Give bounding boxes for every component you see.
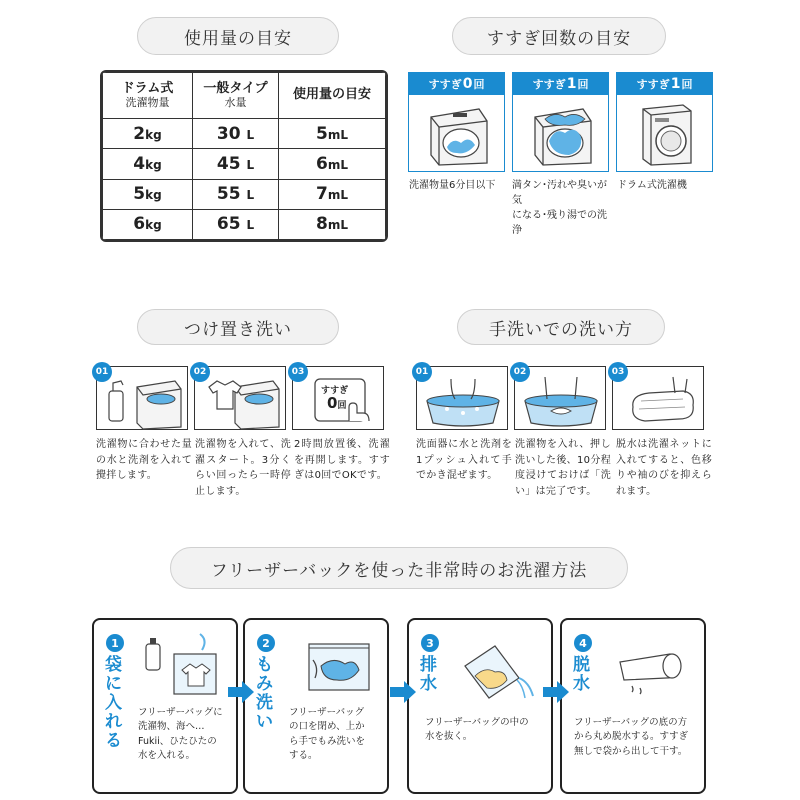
table-cell: 5mL (279, 119, 386, 149)
table-cell: 30 L (193, 119, 279, 149)
hand-step-2 (514, 366, 606, 430)
hand-step-text: 脱水は洗濯ネットに入れてすると、色移りや袖のびを抑えられます。 (616, 439, 712, 497)
table-cell: 6mL (279, 149, 386, 179)
bag-knead-icon (293, 630, 383, 696)
freezer-step-number: 1 (106, 634, 124, 652)
rinse-card-header: すすぎ 1 回 (617, 73, 712, 95)
table-header: 一般タイプ 水量 (193, 73, 279, 119)
freezer-step-1 (92, 618, 238, 794)
arrow-right-icon (543, 681, 569, 703)
arrow-right-icon (390, 681, 416, 703)
table-cell: 5kg (103, 179, 193, 209)
table-cell: 2kg (103, 119, 193, 149)
soak-step-text: 洗濯物を入れて、洗濯スタート。3分くらい回ったら一時停止します。 (195, 439, 291, 497)
table-row (103, 209, 386, 239)
freezer-step-number: 3 (421, 634, 439, 652)
washing-machine-full-icon (521, 99, 601, 169)
table-cell: 8mL (279, 209, 386, 239)
freezer-step-title: 脱水 (573, 655, 590, 695)
hand-step-1 (416, 366, 508, 430)
rinse-card-top-loader-light (408, 72, 505, 172)
freezer-step-title: 排水 (420, 655, 437, 695)
table-cell: 4kg (103, 149, 193, 179)
hand-step-text: 洗濯物を入れ、押し洗いした後、10分程度浸けておけば「洗い」は完了です。 (515, 439, 611, 497)
rinse-card-header: すすぎ 1 回 (513, 73, 608, 95)
freezer-step-number: 2 (257, 634, 275, 652)
drum-washer-icon (625, 99, 705, 169)
bag-roll-icon (610, 634, 700, 700)
step-badge: 03 (288, 362, 308, 382)
rinse-caption: 満タン･汚れや臭いが気 になる･残り湯での洗浄 (512, 180, 607, 236)
step-badge: 03 (608, 362, 628, 382)
freezer-step-text: フリーザーバッグの底の方 から丸め脱水する。すすぎ 無しで袋から出して干す。 (574, 717, 689, 757)
freezer-step-text: フリーザーバッグ の口を閉め、上か ら手でもみ洗いを する。 (289, 707, 366, 761)
section-soak-title: つけ置き洗い (137, 309, 339, 345)
soak-step-1 (96, 366, 188, 430)
rinse-panel-count: 0回 (327, 394, 347, 412)
bag-drain-icon (455, 640, 545, 706)
table-header: ドラム式 洗濯物量 (103, 73, 193, 119)
freezer-step-text: フリーザーバッグに 洗濯物、海へ… Fukii、ひたひたの 水を入れる。 (138, 707, 223, 761)
rinse-caption: 洗濯物量6分目以下 (409, 180, 496, 191)
step-badge: 01 (412, 362, 432, 382)
section-rinse-title: すすぎ回数の目安 (452, 17, 666, 55)
step-badge: 01 (92, 362, 112, 382)
table-row (103, 119, 386, 149)
section-hand-title: 手洗いでの洗い方 (457, 309, 665, 345)
table-cell: 7mL (279, 179, 386, 209)
table-cell: 45 L (193, 149, 279, 179)
freezer-step-title: もみ洗い (256, 655, 273, 733)
rinse-card-drum (616, 72, 713, 172)
table-cell: 65 L (193, 209, 279, 239)
freezer-step-4 (560, 618, 706, 794)
rinse-card-header: すすぎ 0 回 (409, 73, 504, 95)
section-freezer-title: フリーザーバックを使った非常時のお洗濯方法 (170, 547, 628, 589)
rinse-caption: ドラム式洗濯機 (617, 180, 687, 191)
step-badge: 02 (510, 362, 530, 382)
table-cell: 55 L (193, 179, 279, 209)
table-cell: 6kg (103, 209, 193, 239)
freezer-step-2 (243, 618, 389, 794)
washing-machine-icon (417, 99, 497, 169)
soak-step-2 (194, 366, 286, 430)
table-row (103, 179, 386, 209)
freezer-step-number: 4 (574, 634, 592, 652)
rinse-panel-label: すすぎ (321, 386, 349, 396)
rinse-card-top-loader-full (512, 72, 609, 172)
freezer-step-3 (407, 618, 553, 794)
freezer-step-title: 袋に入れる (105, 655, 122, 752)
table-row (103, 149, 386, 179)
soak-step-text: 洗濯物に合わせた量の水と洗剤を入れて攪拌します。 (96, 439, 192, 481)
arrow-right-icon (228, 681, 254, 703)
table-header-row (103, 73, 386, 119)
usage-table (100, 70, 388, 242)
bag-fill-icon (142, 630, 232, 696)
step-badge: 02 (190, 362, 210, 382)
table-header: 使用量の目安 (279, 73, 386, 119)
hand-step-text: 洗面器に水と洗剤を1プッシュ入れて手でかき混ぜます。 (416, 439, 512, 481)
freezer-step-text: フリーザーバッグの中の 水を抜く。 (425, 717, 529, 743)
hand-step-3 (612, 366, 704, 430)
soak-step-text: 2時間放置後、洗濯を再開します。すすぎは0回でOKです。 (294, 439, 390, 481)
soak-step-3 (292, 366, 384, 430)
section-usage-title: 使用量の目安 (137, 17, 339, 55)
